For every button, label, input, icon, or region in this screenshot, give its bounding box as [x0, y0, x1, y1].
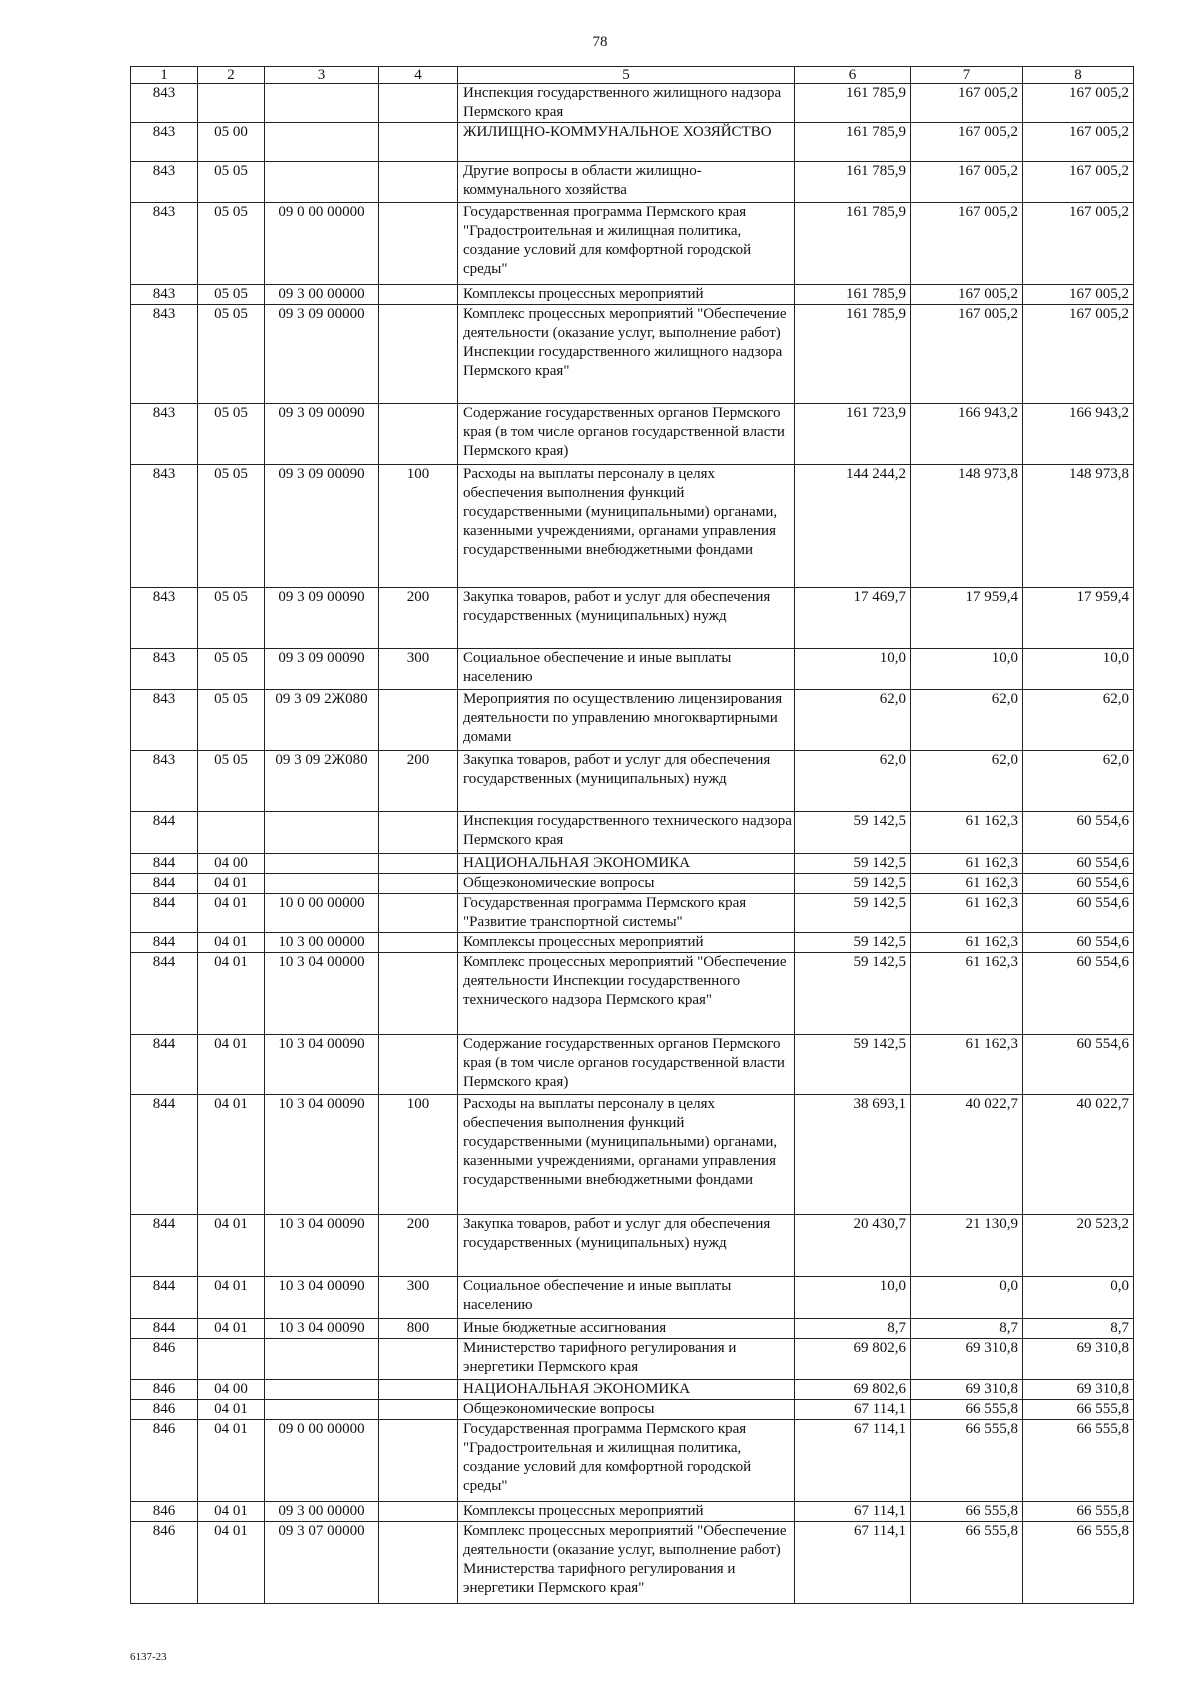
column-header: 3: [265, 67, 379, 84]
column-header: 6: [795, 67, 911, 84]
amount-col8-cell: 167 005,2: [1023, 123, 1134, 162]
amount-col6-cell: 69 802,6: [795, 1339, 911, 1380]
target-article-cell: [265, 1400, 379, 1420]
admin-code-cell: 846: [131, 1420, 198, 1502]
section-code-cell: 05 00: [198, 123, 265, 162]
table-row: [131, 285, 1134, 305]
target-article-cell: 10 3 04 00090: [265, 1319, 379, 1339]
section-code-cell: 04 01: [198, 1319, 265, 1339]
admin-code-cell: 844: [131, 1095, 198, 1215]
table-row: [131, 690, 1134, 751]
amount-col7-cell: 148 973,8: [911, 465, 1023, 588]
item-name-cell: Мероприятия по осуществлению лицензирования деятельности по управлению многоквартирными домами: [458, 690, 795, 751]
target-article-cell: 09 3 07 00000: [265, 1522, 379, 1604]
section-code-cell: 05 05: [198, 285, 265, 305]
admin-code-cell: 844: [131, 874, 198, 894]
expense-type-cell: [379, 123, 458, 162]
table-row: [131, 751, 1134, 812]
admin-code-cell: 844: [131, 1215, 198, 1277]
target-article-cell: 09 3 09 2Ж080: [265, 690, 379, 751]
item-name-cell: Содержание государственных органов Пермского края (в том числе органов государственной власти Пермского края): [458, 1035, 795, 1095]
amount-col8-cell: 66 555,8: [1023, 1502, 1134, 1522]
admin-code-cell: 843: [131, 203, 198, 285]
target-article-cell: [265, 854, 379, 874]
column-header: 8: [1023, 67, 1134, 84]
table-row: [131, 874, 1134, 894]
expense-type-cell: [379, 1339, 458, 1380]
column-header: 2: [198, 67, 265, 84]
item-name-cell: ЖИЛИЩНО-КОММУНАЛЬНОЕ ХОЗЯЙСТВО: [458, 123, 795, 162]
table-row: [131, 953, 1134, 1035]
section-code-cell: 05 05: [198, 305, 265, 404]
item-name-cell: Социальное обеспечение и иные выплаты населению: [458, 1277, 795, 1319]
amount-col7-cell: 40 022,7: [911, 1095, 1023, 1215]
admin-code-cell: 846: [131, 1502, 198, 1522]
expense-type-cell: [379, 285, 458, 305]
admin-code-cell: 843: [131, 690, 198, 751]
amount-col7-cell: 61 162,3: [911, 953, 1023, 1035]
item-name-cell: Комплекс процессных мероприятий "Обеспечение деятельности (оказание услуг, выполнение работ) Инспекции государственного жилищного надзора Пермского края": [458, 305, 795, 404]
amount-col8-cell: 167 005,2: [1023, 162, 1134, 203]
item-name-cell: Другие вопросы в области жилищно-коммунального хозяйства: [458, 162, 795, 203]
admin-code-cell: 843: [131, 649, 198, 690]
expense-type-cell: [379, 894, 458, 933]
target-article-cell: 09 3 09 00090: [265, 588, 379, 649]
table-row: [131, 649, 1134, 690]
section-code-cell: 04 01: [198, 874, 265, 894]
item-name-cell: Государственная программа Пермского края "Градостроительная и жилищная политика, создание условий для комфортной городской среды": [458, 1420, 795, 1502]
amount-col6-cell: 17 469,7: [795, 588, 911, 649]
item-name-cell: Комплекс процессных мероприятий "Обеспечение деятельности Инспекции государственного технического надзора Пермского края": [458, 953, 795, 1035]
table-row: [131, 203, 1134, 285]
admin-code-cell: 844: [131, 812, 198, 854]
admin-code-cell: 843: [131, 123, 198, 162]
amount-col6-cell: 59 142,5: [795, 933, 911, 953]
section-code-cell: 04 01: [198, 1522, 265, 1604]
amount-col7-cell: 69 310,8: [911, 1380, 1023, 1400]
expense-type-cell: 800: [379, 1319, 458, 1339]
target-article-cell: 09 3 09 00090: [265, 465, 379, 588]
item-name-cell: Государственная программа Пермского края "Развитие транспортной системы": [458, 894, 795, 933]
amount-col7-cell: 66 555,8: [911, 1420, 1023, 1502]
expense-type-cell: 200: [379, 588, 458, 649]
target-article-cell: 10 3 04 00090: [265, 1215, 379, 1277]
amount-col7-cell: 61 162,3: [911, 933, 1023, 953]
target-article-cell: 10 3 04 00090: [265, 1095, 379, 1215]
expense-type-cell: [379, 1502, 458, 1522]
table-row: [131, 1277, 1134, 1319]
item-name-cell: Министерство тарифного регулирования и энергетики Пермского края: [458, 1339, 795, 1380]
section-code-cell: 04 01: [198, 894, 265, 933]
amount-col8-cell: 66 555,8: [1023, 1400, 1134, 1420]
amount-col8-cell: 60 554,6: [1023, 854, 1134, 874]
section-code-cell: 04 01: [198, 1035, 265, 1095]
target-article-cell: 09 3 00 00000: [265, 285, 379, 305]
amount-col6-cell: 161 785,9: [795, 203, 911, 285]
table-row: [131, 123, 1134, 162]
amount-col6-cell: 161 723,9: [795, 404, 911, 465]
amount-col6-cell: 59 142,5: [795, 812, 911, 854]
amount-col7-cell: 66 555,8: [911, 1502, 1023, 1522]
expense-type-cell: 100: [379, 465, 458, 588]
section-code-cell: 04 01: [198, 1502, 265, 1522]
table-row: [131, 1420, 1134, 1502]
admin-code-cell: 844: [131, 933, 198, 953]
amount-col7-cell: 61 162,3: [911, 874, 1023, 894]
table-row: [131, 84, 1134, 123]
amount-col8-cell: 148 973,8: [1023, 465, 1134, 588]
table-row: [131, 305, 1134, 404]
target-article-cell: [265, 812, 379, 854]
amount-col8-cell: 167 005,2: [1023, 285, 1134, 305]
amount-col6-cell: 67 114,1: [795, 1420, 911, 1502]
column-header: 5: [458, 67, 795, 84]
target-article-cell: [265, 1380, 379, 1400]
table-row: [131, 1380, 1134, 1400]
amount-col6-cell: 161 785,9: [795, 84, 911, 123]
table-row: [131, 854, 1134, 874]
amount-col7-cell: 167 005,2: [911, 162, 1023, 203]
section-code-cell: 05 05: [198, 690, 265, 751]
amount-col6-cell: 161 785,9: [795, 162, 911, 203]
target-article-cell: [265, 84, 379, 123]
column-header: 1: [131, 67, 198, 84]
expense-type-cell: [379, 953, 458, 1035]
amount-col8-cell: 8,7: [1023, 1319, 1134, 1339]
budget-table: [130, 66, 1134, 1604]
section-code-cell: 05 05: [198, 588, 265, 649]
amount-col8-cell: 60 554,6: [1023, 894, 1134, 933]
item-name-cell: Закупка товаров, работ и услуг для обеспечения государственных (муниципальных) нужд: [458, 751, 795, 812]
item-name-cell: Иные бюджетные ассигнования: [458, 1319, 795, 1339]
expense-type-cell: [379, 162, 458, 203]
item-name-cell: Социальное обеспечение и иные выплаты населению: [458, 649, 795, 690]
section-code-cell: 04 01: [198, 933, 265, 953]
amount-col7-cell: 17 959,4: [911, 588, 1023, 649]
amount-col6-cell: 59 142,5: [795, 1035, 911, 1095]
expense-type-cell: 300: [379, 1277, 458, 1319]
amount-col7-cell: 166 943,2: [911, 404, 1023, 465]
amount-col7-cell: 8,7: [911, 1319, 1023, 1339]
item-name-cell: Инспекция государственного жилищного надзора Пермского края: [458, 84, 795, 123]
table-row: [131, 465, 1134, 588]
admin-code-cell: 846: [131, 1339, 198, 1380]
amount-col8-cell: 17 959,4: [1023, 588, 1134, 649]
section-code-cell: [198, 1339, 265, 1380]
page-number: 78: [592, 34, 608, 50]
target-article-cell: 09 3 09 00090: [265, 404, 379, 465]
item-name-cell: Государственная программа Пермского края "Градостроительная и жилищная политика, создание условий для комфортной городской среды": [458, 203, 795, 285]
amount-col6-cell: 67 114,1: [795, 1502, 911, 1522]
expense-type-cell: [379, 812, 458, 854]
amount-col7-cell: 167 005,2: [911, 123, 1023, 162]
amount-col6-cell: 67 114,1: [795, 1400, 911, 1420]
amount-col8-cell: 60 554,6: [1023, 933, 1134, 953]
amount-col7-cell: 61 162,3: [911, 812, 1023, 854]
expense-type-cell: [379, 404, 458, 465]
expense-type-cell: [379, 854, 458, 874]
target-article-cell: [265, 162, 379, 203]
expense-type-cell: 200: [379, 1215, 458, 1277]
admin-code-cell: 843: [131, 305, 198, 404]
table-row: [131, 894, 1134, 933]
amount-col7-cell: 167 005,2: [911, 285, 1023, 305]
table-row: [131, 1400, 1134, 1420]
amount-col8-cell: 66 555,8: [1023, 1420, 1134, 1502]
section-code-cell: 04 01: [198, 1420, 265, 1502]
amount-col6-cell: 69 802,6: [795, 1380, 911, 1400]
expense-type-cell: 100: [379, 1095, 458, 1215]
target-article-cell: 10 3 04 00090: [265, 1277, 379, 1319]
item-name-cell: НАЦИОНАЛЬНАЯ ЭКОНОМИКА: [458, 1380, 795, 1400]
target-article-cell: 09 3 00 00000: [265, 1502, 379, 1522]
admin-code-cell: 844: [131, 854, 198, 874]
amount-col8-cell: 0,0: [1023, 1277, 1134, 1319]
table-row: [131, 1339, 1134, 1380]
amount-col6-cell: 59 142,5: [795, 894, 911, 933]
amount-col7-cell: 21 130,9: [911, 1215, 1023, 1277]
target-article-cell: 10 3 04 00000: [265, 953, 379, 1035]
amount-col8-cell: 20 523,2: [1023, 1215, 1134, 1277]
item-name-cell: Общеэкономические вопросы: [458, 874, 795, 894]
amount-col8-cell: 62,0: [1023, 690, 1134, 751]
amount-col8-cell: 62,0: [1023, 751, 1134, 812]
section-code-cell: [198, 84, 265, 123]
amount-col8-cell: 60 554,6: [1023, 874, 1134, 894]
amount-col7-cell: 167 005,2: [911, 305, 1023, 404]
amount-col8-cell: 167 005,2: [1023, 305, 1134, 404]
amount-col8-cell: 60 554,6: [1023, 1035, 1134, 1095]
admin-code-cell: 843: [131, 84, 198, 123]
amount-col6-cell: 38 693,1: [795, 1095, 911, 1215]
expense-type-cell: [379, 203, 458, 285]
amount-col8-cell: 60 554,6: [1023, 953, 1134, 1035]
admin-code-cell: 843: [131, 588, 198, 649]
amount-col8-cell: 167 005,2: [1023, 203, 1134, 285]
table-row: [131, 1319, 1134, 1339]
amount-col6-cell: 59 142,5: [795, 953, 911, 1035]
table-row: [131, 162, 1134, 203]
expense-type-cell: [379, 933, 458, 953]
section-code-cell: [198, 812, 265, 854]
amount-col8-cell: 60 554,6: [1023, 812, 1134, 854]
admin-code-cell: 844: [131, 1319, 198, 1339]
table-row: [131, 1522, 1134, 1604]
section-code-cell: 05 05: [198, 465, 265, 588]
expense-type-cell: [379, 84, 458, 123]
expense-type-cell: [379, 1400, 458, 1420]
amount-col6-cell: 161 785,9: [795, 305, 911, 404]
expense-type-cell: [379, 1380, 458, 1400]
amount-col7-cell: 61 162,3: [911, 894, 1023, 933]
amount-col6-cell: 10,0: [795, 1277, 911, 1319]
table-row: [131, 812, 1134, 854]
admin-code-cell: 846: [131, 1380, 198, 1400]
amount-col8-cell: 40 022,7: [1023, 1095, 1134, 1215]
admin-code-cell: 846: [131, 1400, 198, 1420]
item-name-cell: Расходы на выплаты персоналу в целях обеспечения выполнения функций государственными (муниципальными) органами, казенными учреждениями, органами управления государственными внебюджетными фондами: [458, 465, 795, 588]
amount-col7-cell: 0,0: [911, 1277, 1023, 1319]
amount-col6-cell: 67 114,1: [795, 1522, 911, 1604]
amount-col6-cell: 59 142,5: [795, 874, 911, 894]
amount-col7-cell: 69 310,8: [911, 1339, 1023, 1380]
table-row: [131, 1035, 1134, 1095]
admin-code-cell: 843: [131, 465, 198, 588]
target-article-cell: [265, 874, 379, 894]
amount-col6-cell: 62,0: [795, 751, 911, 812]
expense-type-cell: 300: [379, 649, 458, 690]
table-row: [131, 1095, 1134, 1215]
table-row: [131, 1215, 1134, 1277]
section-code-cell: 04 00: [198, 854, 265, 874]
section-code-cell: 05 05: [198, 404, 265, 465]
amount-col8-cell: 166 943,2: [1023, 404, 1134, 465]
amount-col7-cell: 167 005,2: [911, 84, 1023, 123]
admin-code-cell: 844: [131, 953, 198, 1035]
admin-code-cell: 843: [131, 751, 198, 812]
item-name-cell: Комплексы процессных мероприятий: [458, 1502, 795, 1522]
target-article-cell: [265, 1339, 379, 1380]
column-header: 4: [379, 67, 458, 84]
amount-col7-cell: 66 555,8: [911, 1522, 1023, 1604]
footer-code: 6137-23: [130, 1651, 167, 1663]
amount-col6-cell: 8,7: [795, 1319, 911, 1339]
expense-type-cell: [379, 1522, 458, 1604]
expense-type-cell: [379, 690, 458, 751]
section-code-cell: 04 01: [198, 1400, 265, 1420]
amount-col7-cell: 66 555,8: [911, 1400, 1023, 1420]
amount-col8-cell: 69 310,8: [1023, 1380, 1134, 1400]
amount-col6-cell: 161 785,9: [795, 123, 911, 162]
amount-col7-cell: 62,0: [911, 690, 1023, 751]
admin-code-cell: 844: [131, 1277, 198, 1319]
item-name-cell: Закупка товаров, работ и услуг для обеспечения государственных (муниципальных) нужд: [458, 588, 795, 649]
section-code-cell: 04 00: [198, 1380, 265, 1400]
section-code-cell: 05 05: [198, 203, 265, 285]
target-article-cell: 09 0 00 00000: [265, 1420, 379, 1502]
amount-col6-cell: 161 785,9: [795, 285, 911, 305]
section-code-cell: 05 05: [198, 751, 265, 812]
amount-col7-cell: 167 005,2: [911, 203, 1023, 285]
section-code-cell: 04 01: [198, 953, 265, 1035]
column-header: 7: [911, 67, 1023, 84]
expense-type-cell: [379, 305, 458, 404]
target-article-cell: 09 0 00 00000: [265, 203, 379, 285]
admin-code-cell: 846: [131, 1522, 198, 1604]
target-article-cell: 10 3 00 00000: [265, 933, 379, 953]
section-code-cell: 04 01: [198, 1095, 265, 1215]
item-name-cell: Комплекс процессных мероприятий "Обеспечение деятельности (оказание услуг, выполнение работ) Министерства тарифного регулирования и энергетики Пермского края": [458, 1522, 795, 1604]
amount-col6-cell: 59 142,5: [795, 854, 911, 874]
target-article-cell: 10 0 00 00000: [265, 894, 379, 933]
section-code-cell: 05 05: [198, 162, 265, 203]
admin-code-cell: 844: [131, 1035, 198, 1095]
item-name-cell: НАЦИОНАЛЬНАЯ ЭКОНОМИКА: [458, 854, 795, 874]
amount-col8-cell: 69 310,8: [1023, 1339, 1134, 1380]
target-article-cell: 09 3 09 00090: [265, 649, 379, 690]
item-name-cell: Инспекция государственного технического надзора Пермского края: [458, 812, 795, 854]
item-name-cell: Общеэкономические вопросы: [458, 1400, 795, 1420]
amount-col7-cell: 62,0: [911, 751, 1023, 812]
table-row: [131, 933, 1134, 953]
amount-col6-cell: 20 430,7: [795, 1215, 911, 1277]
admin-code-cell: 843: [131, 285, 198, 305]
section-code-cell: 05 05: [198, 649, 265, 690]
amount-col7-cell: 61 162,3: [911, 1035, 1023, 1095]
expense-type-cell: [379, 874, 458, 894]
section-code-cell: 04 01: [198, 1215, 265, 1277]
table-row: [131, 404, 1134, 465]
target-article-cell: 09 3 09 00000: [265, 305, 379, 404]
amount-col6-cell: 10,0: [795, 649, 911, 690]
item-name-cell: Закупка товаров, работ и услуг для обеспечения государственных (муниципальных) нужд: [458, 1215, 795, 1277]
amount-col7-cell: 61 162,3: [911, 854, 1023, 874]
section-code-cell: 04 01: [198, 1277, 265, 1319]
table-row: [131, 588, 1134, 649]
admin-code-cell: 844: [131, 894, 198, 933]
table-row: [131, 1502, 1134, 1522]
amount-col7-cell: 10,0: [911, 649, 1023, 690]
column-header-row: [131, 67, 1134, 84]
admin-code-cell: 843: [131, 404, 198, 465]
item-name-cell: Расходы на выплаты персоналу в целях обеспечения выполнения функций государственными (муниципальными) органами, казенными учреждениями, органами управления государственными внебюджетными фондами: [458, 1095, 795, 1215]
item-name-cell: Комплексы процессных мероприятий: [458, 933, 795, 953]
expense-type-cell: [379, 1420, 458, 1502]
target-article-cell: 10 3 04 00090: [265, 1035, 379, 1095]
amount-col8-cell: 167 005,2: [1023, 84, 1134, 123]
item-name-cell: Комплексы процессных мероприятий: [458, 285, 795, 305]
expense-type-cell: 200: [379, 751, 458, 812]
amount-col6-cell: 62,0: [795, 690, 911, 751]
amount-col6-cell: 144 244,2: [795, 465, 911, 588]
expense-type-cell: [379, 1035, 458, 1095]
item-name-cell: Содержание государственных органов Пермского края (в том числе органов государственной власти Пермского края): [458, 404, 795, 465]
target-article-cell: [265, 123, 379, 162]
admin-code-cell: 843: [131, 162, 198, 203]
amount-col8-cell: 10,0: [1023, 649, 1134, 690]
target-article-cell: 09 3 09 2Ж080: [265, 751, 379, 812]
amount-col8-cell: 66 555,8: [1023, 1522, 1134, 1604]
